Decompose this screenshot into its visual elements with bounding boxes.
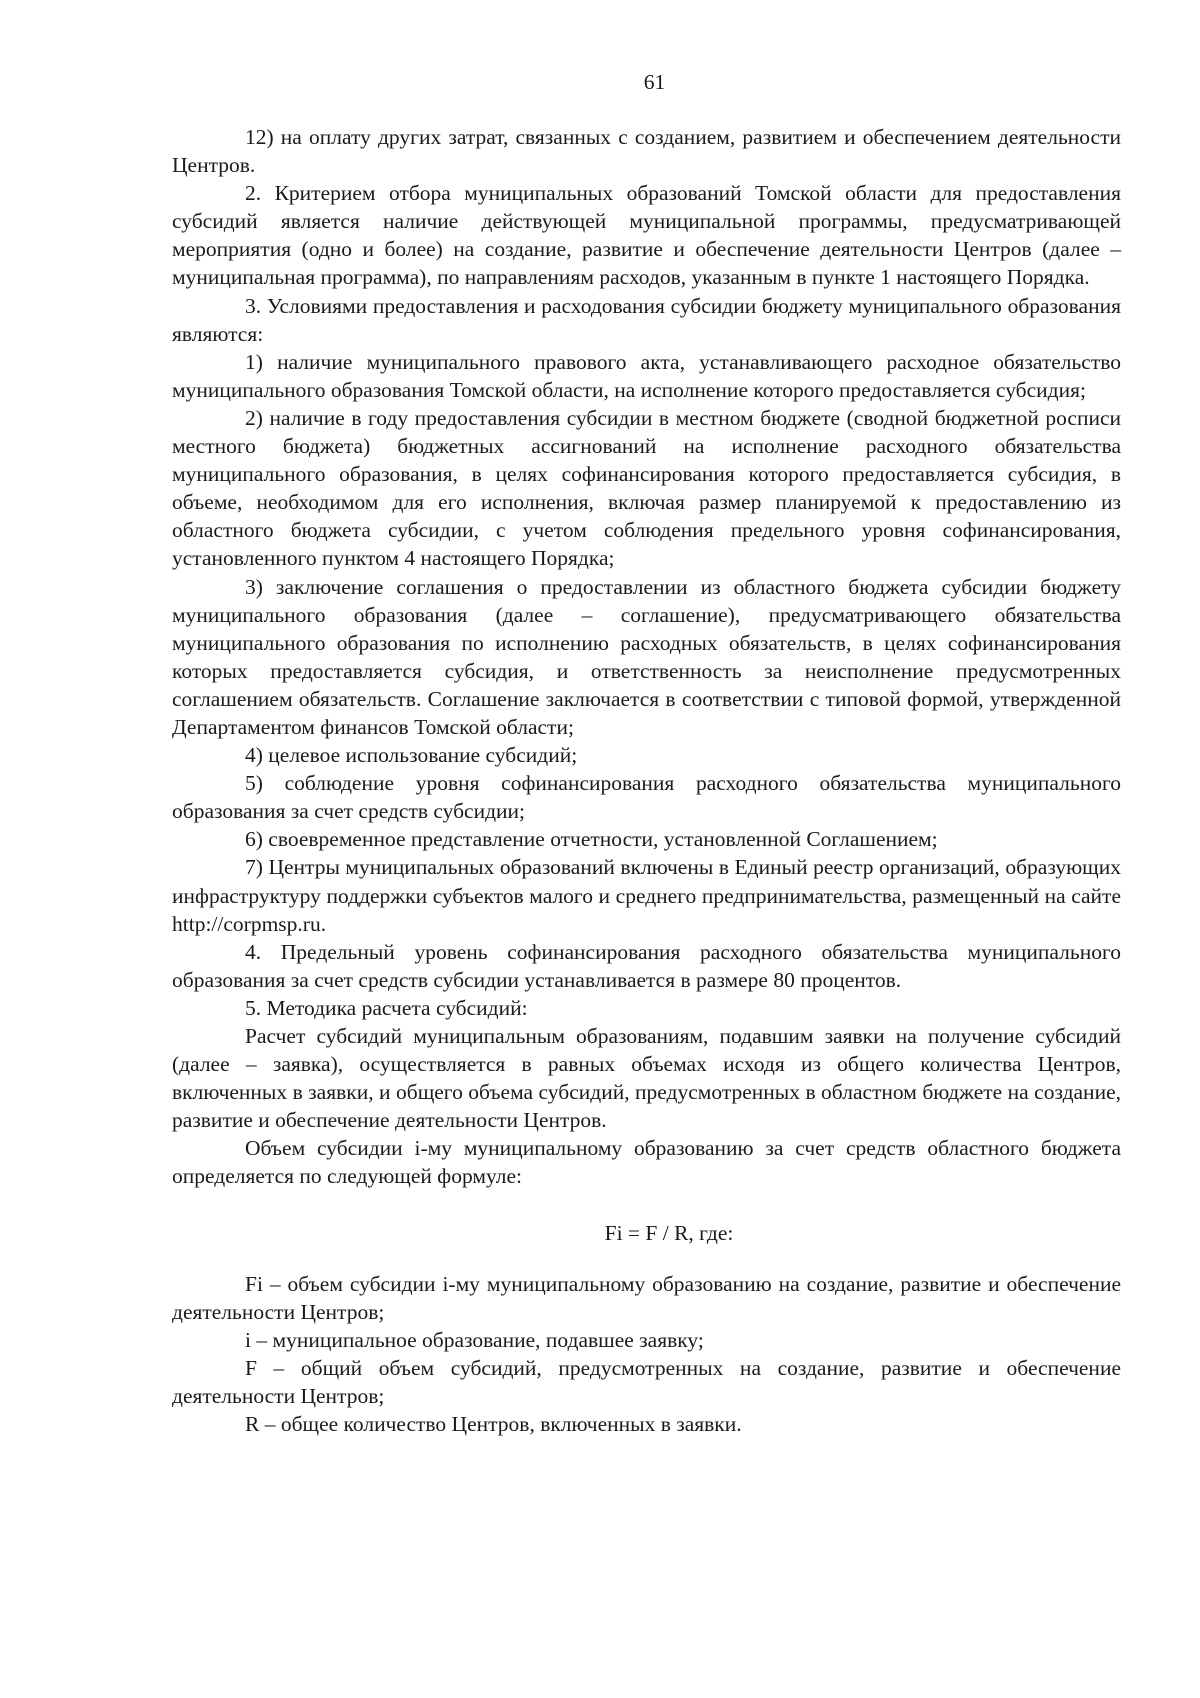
paragraph-def-fi: Fi – объем субсидии i-му муниципальному образованию на создание, развитие и обеспечение деятельности Центров; (172, 1271, 1121, 1324)
paragraph-section-2: 2. Критерием отбора муниципальных образований Томской области для предоставления субсидий является наличие действующей муниципальной программы, предусматривающей мероприятия (одно и более) на создание, развитие и обеспечение деятельности Центров (далее – муниципальная программа), по направлениям расходов, указанным в пункте 1 настоящего Порядка. (172, 181, 1121, 290)
paragraph-condition-6: 6) своевременное представление отчетности, установленной Соглашением; (245, 827, 938, 852)
page-number: 61 (643, 70, 666, 94)
paragraph-condition-1: 1) наличие муниципального правового акта, устанавливающего расходное обязательство муниципального образования Томской области, на исполнение которого предоставляется субсидия; (172, 349, 1121, 402)
paragraph-section-5: 5. Методика расчета субсидий: (245, 995, 528, 1020)
formula: Fi = F / R, где: (604, 1220, 734, 1245)
paragraph-condition-4: 4) целевое использование субсидий; (245, 743, 578, 768)
paragraph-formula-intro: Объем субсидии i-му муниципальному образованию за счет средств областного бюджета определяется по следующей формуле: (172, 1136, 1121, 1189)
paragraph-def-f: F – общий объем субсидий, предусмотренных на создание, развитие и обеспечение деятельности Центров; (172, 1355, 1121, 1409)
paragraph-calculation: Расчет субсидий муниципальным образованиям, подавшим заявки на получение субсидий (далее – заявка), осуществляется в равных объемах исходя из общего количества Центров, включенных в заявки, и общего объема субсидий, предусмотренных в областном бюджете на создание, развитие и обеспечение деятельности Центров. (172, 1024, 1121, 1133)
paragraph-def-i: i – муниципальное образование, подавшее заявку; (245, 1327, 704, 1352)
paragraph-condition-3: 3) заключение соглашения о предоставлении из областного бюджета субсидии бюджету муниципального образования (далее – соглашение), предусматривающего обязательства муниципального образования по исполнению расходных обязательств, в целях софинансирования которых предоставляется субсидия, и ответственность за неисполнение предусмотренных соглашением обязательств. Соглашение заключается в соответствии с типовой формой, утвержденной Департаментом финансов Томской области; (172, 574, 1121, 739)
paragraph-condition-7: 7) Центры муниципальных образований включены в Единый реестр организаций, образующих инфраструктуру поддержки субъектов малого и среднего предпринимательства, размещенный на сайте http://corpmsp.ru. (172, 855, 1121, 936)
paragraph-condition-2: 2) наличие в году предоставления субсидии в местном бюджете (сводной бюджетной росписи местного бюджета) бюджетных ассигнований на исполнение расходного обязательства муниципального образования, в целях софинансирования которого предоставляется субсидия, в объеме, необходимом для его исполнения, включая размер планируемой к предоставлению из областного бюджета субсидии, с учетом соблюдения предельного уровня софинансирования, установленного пунктом 4 настоящего Порядка; (172, 405, 1121, 571)
document-page (172, 68, 1121, 1438)
paragraph-def-r: R – общее количество Центров, включенных в заявки. (245, 1412, 742, 1437)
paragraph-condition-5: 5) соблюдение уровня софинансирования расходного обязательства муниципального образования за счет средств субсидии; (172, 771, 1121, 824)
paragraph-item-12: 12) на оплату других затрат, связанных с созданием, развитием и обеспечением деятельности Центров. (172, 125, 1121, 178)
paragraph-section-4: 4. Предельный уровень софинансирования расходного обязательства муниципального образования за счет средств субсидии устанавливается в размере 80 процентов. (172, 939, 1121, 992)
paragraph-section-3: 3. Условиями предоставления и расходования субсидии бюджету муниципального образования являются: (172, 293, 1121, 346)
